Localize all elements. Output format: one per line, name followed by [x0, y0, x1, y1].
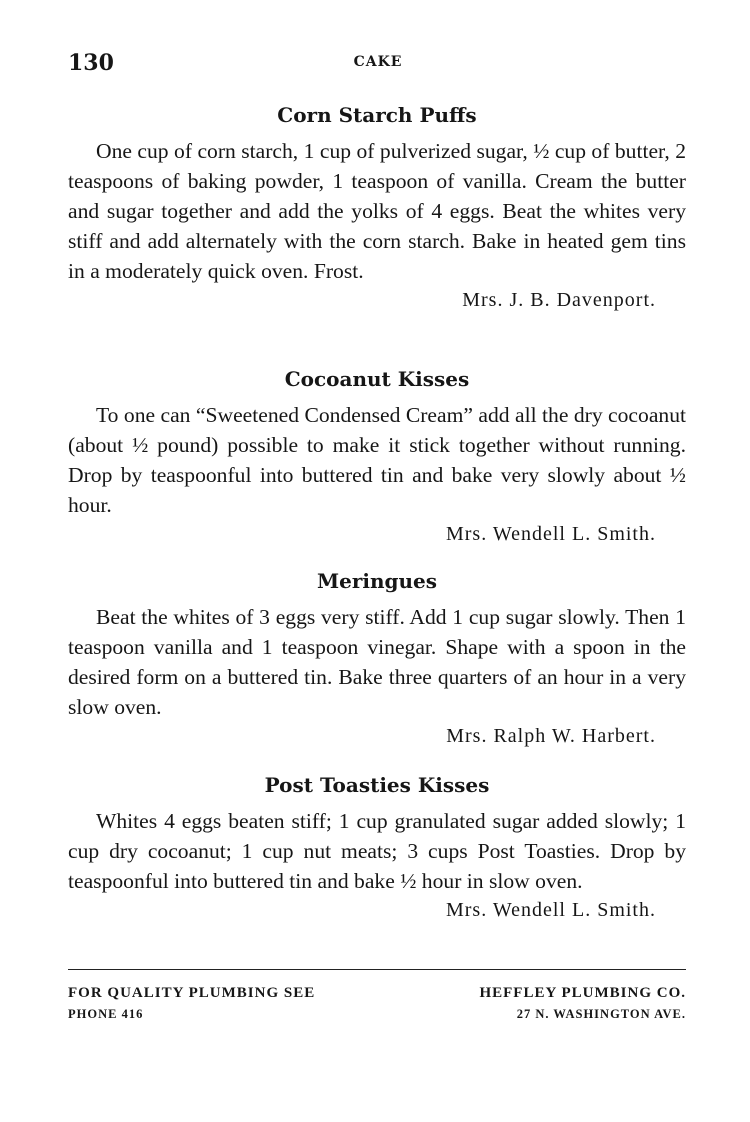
- recipe-body: To one can “Sweetened Condensed Cream” add all the dry cocoanut (about ½ pound) possible to make it stick together without running. Drop by teaspoonful into buttered tin and bake very slowly about ½ hour.: [68, 403, 686, 517]
- recipe-signature: Mrs. Wendell L. Smith.: [445, 523, 656, 545]
- recipe-title: Post Toasties Kisses: [264, 773, 490, 797]
- footer-left-top: FOR QUALITY PLUMBING SEE: [68, 985, 316, 1001]
- recipe-post-toasties-kisses: [68, 770, 686, 924]
- footer-right-top: HEFFLEY PLUMBING CO.: [479, 985, 686, 1001]
- recipe-corn-starch-puffs: [68, 100, 686, 314]
- footer-right-bottom: 27 N. WASHINGTON AVE.: [516, 1007, 686, 1021]
- recipe-cocoanut-kisses: [68, 364, 686, 548]
- page-header: [68, 50, 688, 80]
- recipe-signature: Mrs. Ralph W. Harbert.: [446, 725, 656, 747]
- running-head: CAKE: [353, 54, 403, 70]
- recipe-title: Meringues: [316, 569, 438, 593]
- recipe-signature: Mrs. J. B. Davenport.: [462, 289, 656, 311]
- recipe-body: Beat the whites of 3 eggs very stiff. Add 1 cup sugar slowly. Then 1 teaspoon vanilla and 1 teaspoon vinegar. Shape with a spoon in the desired form on a buttered tin. Bake three quarters of an hour in a very slow oven.: [68, 605, 686, 719]
- recipe-meringues: [68, 566, 686, 750]
- advertisement-footer: [68, 982, 686, 1024]
- recipe-signature: Mrs. Wendell L. Smith.: [445, 899, 656, 921]
- recipe-body: One cup of corn starch, 1 cup of pulverized sugar, ½ cup of butter, 2 teaspoons of baking powder, 1 teaspoon of vanilla. Cream the butter and sugar together and add the yolks of 4 eggs. Beat the whites very stiff and add alternately with the corn starch. Bake in heated gem tins in a moderately quick oven. Frost.: [68, 139, 686, 283]
- footer-divider: [68, 969, 686, 970]
- recipe-title: Corn Starch Puffs: [277, 103, 477, 127]
- recipe-title: Cocoanut Kisses: [284, 367, 470, 391]
- page-number: 130: [68, 50, 114, 76]
- footer-left-bottom: PHONE 416: [68, 1007, 144, 1021]
- recipe-body: Whites 4 eggs beaten stiff; 1 cup granulated sugar added slowly; 1 cup dry cocoanut; 1 cup nut meats; 3 cups Post Toasties. Drop by teaspoonful into buttered tin and bake ½ hour in slow oven.: [68, 809, 686, 893]
